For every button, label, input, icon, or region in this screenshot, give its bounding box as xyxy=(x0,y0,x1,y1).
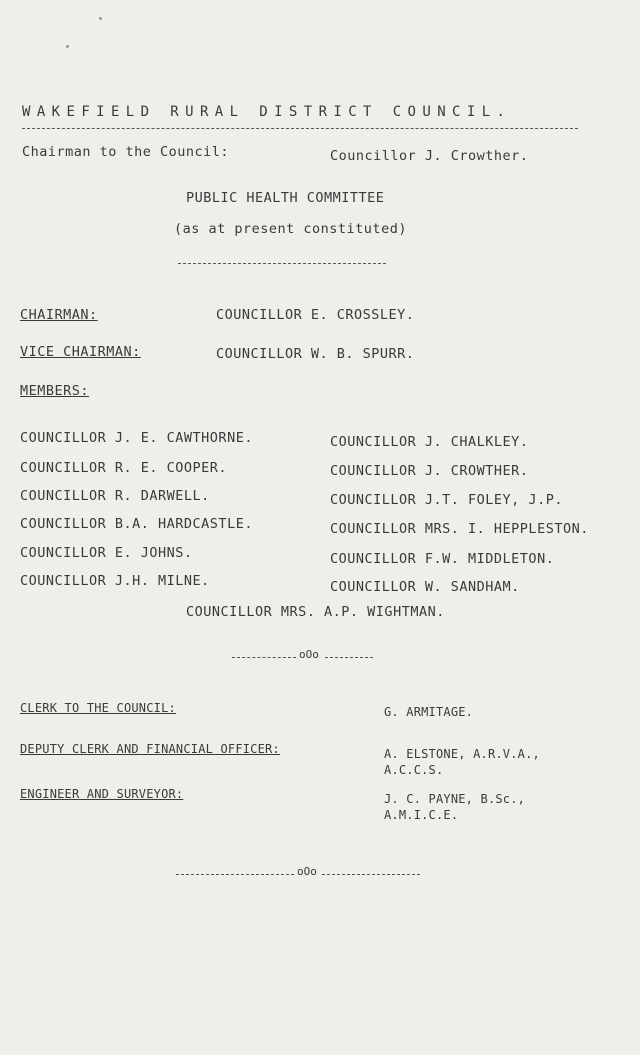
engineer-name-line1: J. C. PAYNE, B.Sc., xyxy=(384,792,526,806)
member-left: COUNCILLOR J. E. CAWTHORNE. xyxy=(20,430,253,446)
chairman-to-council-name: Councillor J. Crowther. xyxy=(330,148,529,164)
clerk-label: CLERK TO THE COUNCIL: xyxy=(20,701,176,715)
member-left: COUNCILLOR J.H. MILNE. xyxy=(20,573,210,589)
member-right: COUNCILLOR J. CHALKLEY. xyxy=(330,434,529,450)
vice-chairman-label: VICE CHAIRMAN: xyxy=(20,344,141,360)
footer-rule-right xyxy=(322,874,420,875)
separator-mark: oOo xyxy=(299,648,319,661)
chairman-label: CHAIRMAN: xyxy=(20,307,98,323)
deputy-clerk-name-line1: A. ELSTONE, A.R.V.A., xyxy=(384,747,540,761)
title-rule xyxy=(22,128,578,129)
member-last: COUNCILLOR MRS. A.P. WIGHTMAN. xyxy=(186,604,445,620)
footer-separator-mark: oOo xyxy=(297,865,317,878)
chairman-name: COUNCILLOR E. CROSSLEY. xyxy=(216,307,415,323)
footer-rule-left xyxy=(176,874,294,875)
speck-mark xyxy=(66,45,69,48)
member-left: COUNCILLOR B.A. HARDCASTLE. xyxy=(20,516,253,532)
member-left: COUNCILLOR R. E. COOPER. xyxy=(20,460,228,476)
committee-title: PUBLIC HEALTH COMMITTEE xyxy=(186,190,385,206)
clerk-name: G. ARMITAGE. xyxy=(384,705,474,719)
chairman-to-council-label: Chairman to the Council: xyxy=(22,144,230,160)
member-left: COUNCILLOR E. JOHNS. xyxy=(20,545,193,561)
member-left: COUNCILLOR R. DARWELL. xyxy=(20,488,210,504)
separator-rule-left xyxy=(232,657,296,658)
member-right: COUNCILLOR MRS. I. HEPPLESTON. xyxy=(330,521,589,537)
engineer-label: ENGINEER AND SURVEYOR: xyxy=(20,787,184,801)
member-right: COUNCILLOR J.T. FOLEY, J.P. xyxy=(330,492,563,508)
speck-mark xyxy=(99,17,102,20)
deputy-clerk-label: DEPUTY CLERK AND FINANCIAL OFFICER: xyxy=(20,742,280,756)
member-right: COUNCILLOR J. CROWTHER. xyxy=(330,463,529,479)
separator-rule-right xyxy=(325,657,373,658)
members-label: MEMBERS: xyxy=(20,383,90,399)
engineer-name-line2: A.M.I.C.E. xyxy=(384,808,459,822)
vice-chairman-name: COUNCILLOR W. B. SPURR. xyxy=(216,346,415,362)
member-right: COUNCILLOR F.W. MIDDLETON. xyxy=(330,551,555,567)
committee-subtitle: (as at present constituted) xyxy=(174,221,407,237)
member-right: COUNCILLOR W. SANDHAM. xyxy=(330,579,520,595)
committee-rule xyxy=(178,263,386,264)
deputy-clerk-name-line2: A.C.C.S. xyxy=(384,763,444,777)
council-title: WAKEFIELD RURAL DISTRICT COUNCIL. xyxy=(22,104,512,120)
